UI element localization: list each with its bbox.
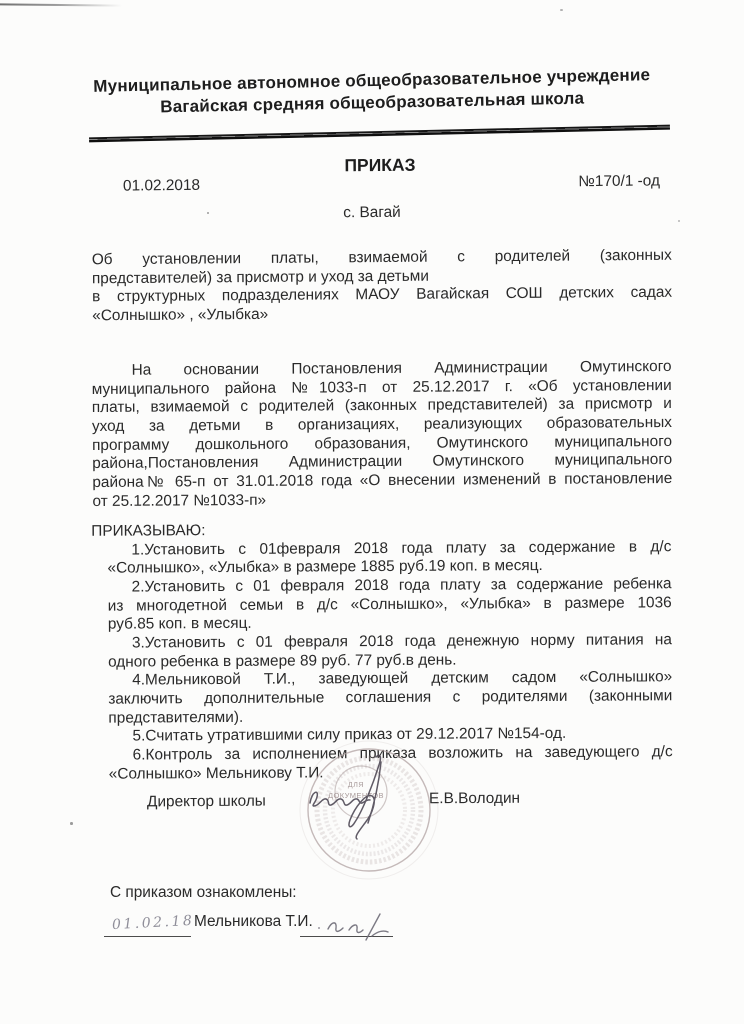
acknowledgment-signature — [308, 900, 403, 945]
organization-name-line2: Вагайская средняя общеобразовательная школа — [160, 88, 585, 116]
handwritten-date: 01.02.18 — [111, 912, 195, 934]
stamp-seal — [289, 738, 449, 890]
organization-name-line1: Муниципальное автономное общеобразовательное учреждение — [93, 65, 651, 96]
text-line: муниципального района №1033-п от 25.12.2017 г. «Об установлении — [91, 376, 672, 398]
text-line: представителями). — [108, 708, 244, 727]
text-line: от 25.12.2017 №1033-п» — [92, 491, 267, 510]
organization-header — [62, 64, 683, 120]
scan-speck — [560, 9, 563, 11]
text-line: На основании Постановления Администрации Омутинского — [131, 357, 672, 379]
text-line: 2.Установить с 01 февраля 2018 года плату за содержание ребенка — [131, 575, 672, 596]
date-underline — [104, 936, 191, 937]
text-line: 3.Установить с 01 февраля 2018 года денежную норму питания на — [131, 631, 672, 652]
text-line: Об установлении платы, взимаемой с родителей (законных — [91, 246, 672, 269]
order-heading: ПРИКАЗЫВАЮ: — [91, 522, 206, 540]
signatory-position: Директор школы — [146, 792, 266, 811]
header-divider — [89, 125, 670, 143]
acknowledged-name: Мельникова Т.И. — [194, 913, 313, 930]
stamp-text-line2: ДОКУМЕНТОВ — [328, 791, 384, 800]
text-line: «Солнышко» Мельникову Т.И. — [108, 763, 324, 783]
text-line: из многодетной семьи в д/с «Солнышко», «Улыбка» в размере 1036 — [107, 593, 672, 615]
stamp-outer-smudge-ring — [300, 741, 438, 879]
document-type-title: ПРИКАЗ — [344, 154, 416, 176]
order-number: №170/1 -од — [578, 172, 661, 191]
text-line: 6.Контроль за исполнением приказа возложить на заведующего д/с — [132, 743, 673, 764]
text-line: района,Постановления Администрации Омутинского муниципального — [92, 451, 673, 473]
scan-speck — [70, 822, 73, 825]
text-line: одного ребенка в размере 89 руб. 77 руб.в день. — [108, 651, 457, 671]
scan-artifact-line — [0, 3, 122, 7]
order-date: 01.02.2018 — [122, 176, 201, 195]
text-line: «Солнышко» , «Улыбка» — [92, 305, 269, 325]
text-line: платы, взимаемой с родителей (законных представителей) за присмотр и — [91, 395, 672, 417]
text-line: программу дошкольного образования, Омутинского муниципального — [92, 432, 673, 454]
subject-paragraph — [92, 247, 673, 326]
stamp-text-line1: ДЛЯ — [347, 782, 365, 789]
text-line: представителей) за присмотр и уход за детьми — [91, 267, 429, 287]
signatory-name: Е.В.Володин — [428, 789, 521, 808]
text-line: района№ 65-п от 31.01.2018 года «О внесении изменений в постановление — [92, 469, 673, 491]
stamp-microtext-ring — [333, 774, 405, 846]
place-line: с. Вагай — [343, 203, 401, 222]
text-line: заключить дополнительные соглашения с родителями (законными — [108, 687, 673, 708]
text-line: руб.85 коп. в месяц. — [107, 615, 252, 633]
order-meta-row — [123, 172, 660, 195]
preamble-paragraph — [91, 358, 672, 511]
text-line: 4.Мельниковой Т.И., заведующей детским садом «Солнышко» — [132, 668, 673, 689]
text-line: «Солнышко», «Улыбка» в размере 1885 руб.19 коп. в месяц. — [107, 557, 543, 577]
text-line: уход за детьми в организациях, реализующих образовательных — [91, 413, 672, 435]
text-line: 5.Считать утратившими силу приказ от 29.12.2017 №154-од. — [132, 725, 567, 745]
text-line: 1.Установить с 01февраля 2018 года плату за содержание в д/с — [131, 537, 672, 559]
acknowledgment-label: С приказом ознакомлены: — [110, 884, 297, 901]
scan-speck — [678, 220, 680, 222]
text-line: в структурных подразделениях МАОУ Вагайская СОШ детских садах — [92, 284, 673, 306]
